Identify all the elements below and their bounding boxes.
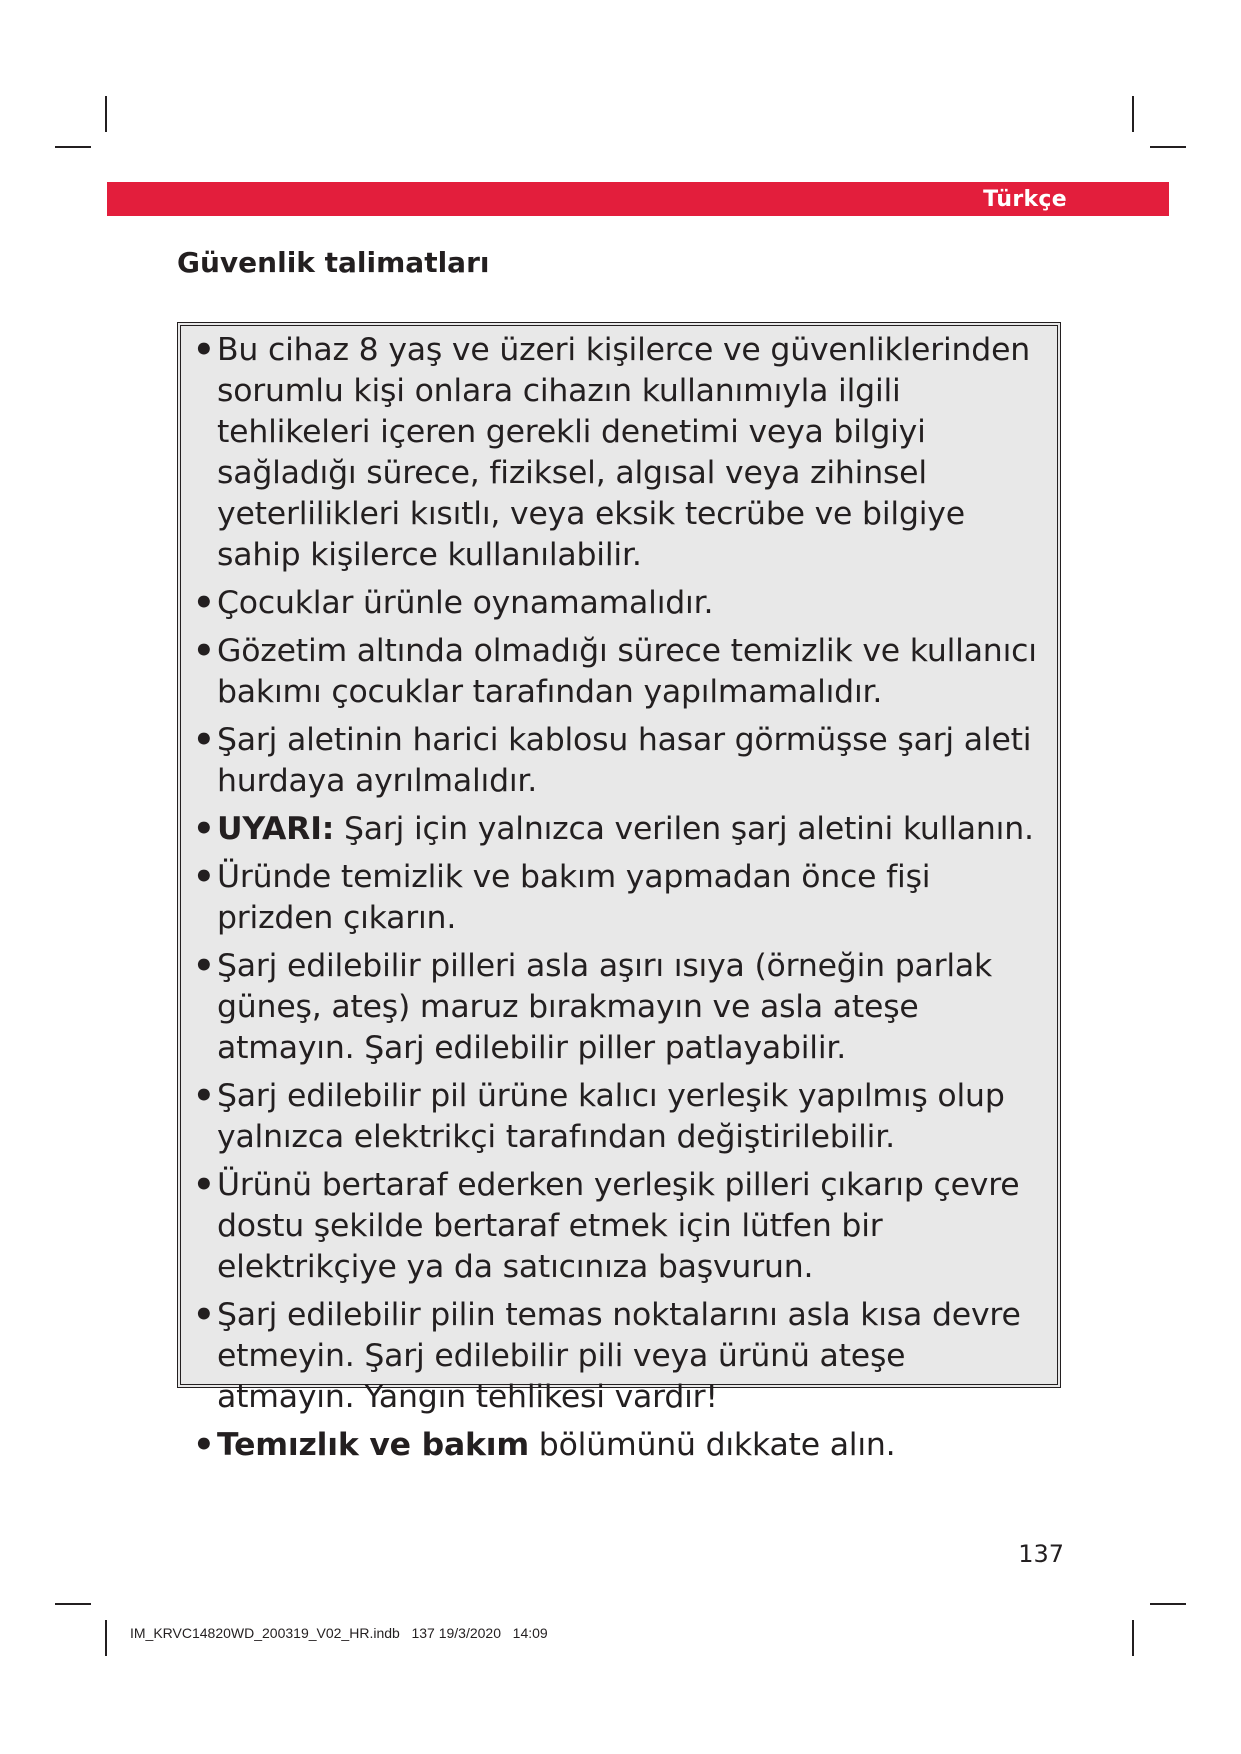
page-number: 137 [1018, 1540, 1064, 1568]
crop-mark [105, 96, 107, 132]
safety-item [193, 330, 1051, 576]
safety-item [193, 809, 1051, 850]
safety-item [193, 1295, 1051, 1418]
safety-item [193, 946, 1051, 1069]
safety-item-text: Şarj edilebilir pilin temas noktalarını asla kısa devre etmeyin. Şarj edilebilir pili veya ürünü ateşe atmayın. Yangın tehlikesi vardır! [217, 1297, 1021, 1415]
safety-item-text: Bu cihaz 8 yaş ve üzeri kişilerce ve güvenliklerinden sorumlu kişi onlara cihazın kullanımıyla ilgili tehlikeleri içeren gerekli denetimi veya bilgiyi sağladığı sürece, fiziksel, algısal veya zihinsel yeterlilikleri kısıtlı, veya eksik tecrübe ve bilgiye sahip kişilerce kullanılabilir. [217, 332, 1031, 573]
safety-item [193, 583, 1051, 624]
safety-item-text: Şarj için yalnızca verilen şarj aletini kullanın. [334, 811, 1034, 847]
safety-item [193, 1165, 1051, 1288]
safety-list [193, 330, 1051, 1466]
safety-item-text: bölümünü dıkkate alın. [528, 1427, 896, 1463]
language-label: Türkçe [983, 187, 1067, 212]
safety-item [193, 1425, 1051, 1466]
crop-mark [105, 1620, 107, 1656]
crop-mark [1132, 96, 1134, 132]
safety-item-text: Ürünü bertaraf ederken yerleşik pilleri çıkarıp çevre dostu şekilde bertaraf etmek için lütfen bir elektrikçiye ya da satıcınıza başvurun. [217, 1167, 1020, 1285]
safety-item-text: Şarj edilebilir pilleri asla aşırı ısıya (örneğin parlak güneş, ateş) maruz bırakmayın ve asla ateşe atmayın. Şarj edilebilir piller patlayabilir. [217, 948, 993, 1066]
safety-item [193, 857, 1051, 939]
safety-item-text: Gözetim altında olmadığı sürece temizlik ve kullanıcı bakımı çocuklar tarafından yapılmamalıdır. [217, 633, 1037, 710]
safety-instructions-box [177, 322, 1061, 1463]
safety-item [193, 631, 1051, 713]
safety-item-bold: UYARI: [217, 811, 335, 847]
safety-item-text: Şarj aletinin harici kablosu hasar görmüşse şarj aleti hurdaya ayrılmalıdır. [217, 722, 1032, 799]
safety-item-bold: Temızlık ve bakım [217, 1427, 529, 1463]
language-header-bar [107, 182, 1169, 216]
safety-item-text: Çocuklar ürünle oynamamalıdır. [217, 585, 714, 621]
crop-mark [55, 146, 91, 148]
crop-mark [55, 1603, 91, 1605]
crop-mark [1150, 146, 1186, 148]
safety-item [193, 720, 1051, 802]
safety-item-text: Üründe temizlik ve bakım yapmadan önce fişi prizden çıkarın. [217, 859, 931, 936]
safety-item [193, 1076, 1051, 1158]
section-title: Güvenlik talimatları [177, 246, 490, 279]
safety-item-text: Şarj edilebilir pil ürüne kalıcı yerleşik yapılmış olup yalnızca elektrikçi tarafından değiştirilebilir. [217, 1078, 1005, 1155]
print-file-info: IM_KRVC14820WD_200319_V02_HR.indb 137 19/3/2020 14:09 [130, 1625, 548, 1641]
crop-mark [1150, 1603, 1186, 1605]
crop-mark [1132, 1620, 1134, 1656]
